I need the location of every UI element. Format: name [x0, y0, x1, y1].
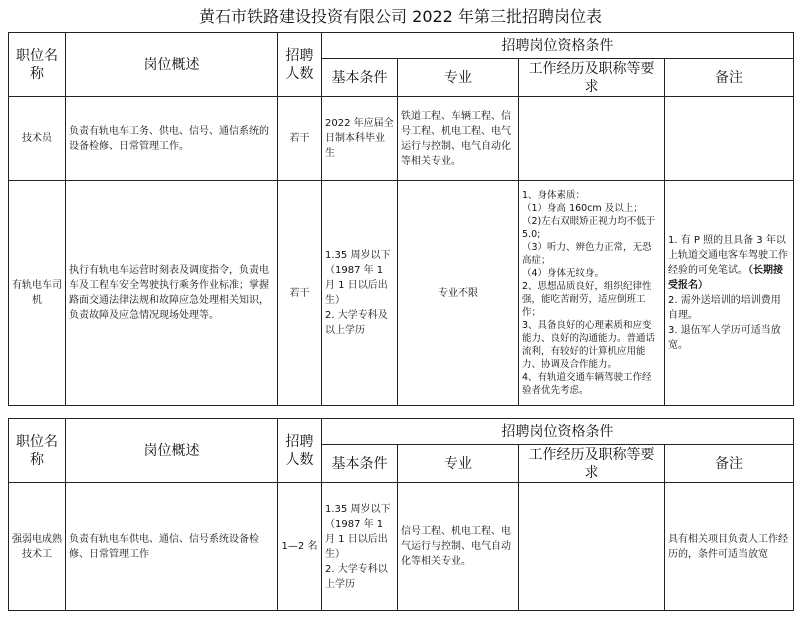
experience-line: （3）听力、辨色力正常，无恐高症；	[522, 242, 652, 266]
experience-line: 1、身体素质：	[522, 190, 586, 201]
experience-line: （2)左右双眼矫正视力均不低于 5.0;	[522, 216, 656, 240]
position-cell: 有轨电车司机	[9, 181, 66, 406]
header-qualifications: 招聘岗位资格条件	[322, 419, 794, 445]
header-position: 职位名称	[9, 419, 66, 483]
count-cell: 1—2 名	[278, 483, 322, 611]
header-notes: 备注	[665, 59, 794, 97]
notes-line: 1. 有 P 照的且具备 3 年以上轨道交通电客车驾驶工作经验的可免笔试。（长期接受报名）	[668, 235, 788, 291]
basic-cell	[322, 181, 398, 406]
header-basic: 基本条件	[322, 59, 398, 97]
table-row	[9, 181, 794, 406]
header-position: 职位名称	[9, 33, 66, 97]
notes-cell	[665, 181, 794, 406]
recruitment-table-2	[8, 418, 794, 611]
basic-line: 1.35 周岁以下（1987 年 1 月 1 日以后出生）	[325, 503, 391, 560]
header-major: 专业	[398, 445, 519, 483]
header-experience: 工作经历及职称等要求	[519, 445, 665, 483]
position-cell: 技术员	[9, 97, 66, 181]
major-cell: 信号工程、机电工程、电气运行与控制、电气自动化等相关专业。	[398, 483, 519, 611]
experience-line: 3、具备良好的心理素质和应变能力、良好的沟通能力。普通话流利，有较好的计算机应用能力、协调及合作能力。	[522, 320, 656, 370]
major-cell: 专业不限	[398, 181, 519, 406]
header-overview: 岗位概述	[66, 419, 278, 483]
notes-line: 2. 需外送培训的培训费用自理。	[668, 295, 781, 321]
notes-cell: 具有相关项目负责人工作经历的，条件可适当放宽	[665, 483, 794, 611]
header-qualifications: 招聘岗位资格条件	[322, 33, 794, 59]
experience-line: （4）身体无纹身。	[522, 268, 605, 279]
header-notes: 备注	[665, 445, 794, 483]
header-count: 招聘人数	[278, 419, 322, 483]
basic-line: 2. 大学专科及以上学历	[325, 310, 388, 336]
document-title: 黄石市铁路建设投资有限公司 2022 年第三批招聘岗位表	[199, 7, 602, 26]
header-major: 专业	[398, 59, 519, 97]
header-basic: 基本条件	[322, 445, 398, 483]
header-overview: 岗位概述	[66, 33, 278, 97]
position-cell: 强弱电成熟技术工	[9, 483, 66, 611]
experience-line: （1）身高 160cm 及以上；	[522, 203, 643, 214]
major-cell: 铁道工程、车辆工程、信号工程、机电工程、电气运行与控制、电气自动化等相关专业。	[398, 97, 519, 181]
basic-cell: 2022 年应届全日制本科毕业生	[322, 97, 398, 181]
count-cell: 若干	[278, 97, 322, 181]
table-row	[9, 483, 794, 611]
header-count: 招聘人数	[278, 33, 322, 97]
notes-line: 3. 退伍军人学历可适当放宽。	[668, 325, 781, 351]
notes-cell	[665, 97, 794, 181]
notes-emphasis: （长期接受报名）	[668, 265, 783, 291]
experience-cell	[519, 483, 665, 611]
basic-line: 2. 大学专科以上学历	[325, 563, 388, 590]
basic-cell	[322, 483, 398, 611]
table-row	[9, 97, 794, 181]
recruitment-table-1	[8, 32, 794, 406]
experience-cell	[519, 97, 665, 181]
overview-cell: 执行有轨电车运营时刻表及调度指令，负责电车及工程车安全驾驶执行乘务作业标准；掌握路面交通法律法规和故障应急处理相关知识，负责故障及应急情况现场处理等。	[66, 181, 278, 406]
overview-cell: 负责有轨电车供电、通信、信号系统设备检修、日常管理工作	[66, 483, 278, 611]
overview-cell: 负责有轨电车工务、供电、信号、通信系统的设备检修、日常管理工作。	[66, 97, 278, 181]
basic-line: 1.35 周岁以下（1987 年 1 月 1 日以后出生）	[325, 250, 391, 306]
experience-cell	[519, 181, 665, 406]
header-experience: 工作经历及职称等要求	[519, 59, 665, 97]
experience-line: 4、有轨道交通车辆驾驶工作经验者优先考虑。	[522, 372, 652, 396]
count-cell: 若干	[278, 181, 322, 406]
experience-line: 2、思想品质良好，组织纪律性强，能吃苦耐劳，适应倒班工作；	[522, 281, 652, 318]
